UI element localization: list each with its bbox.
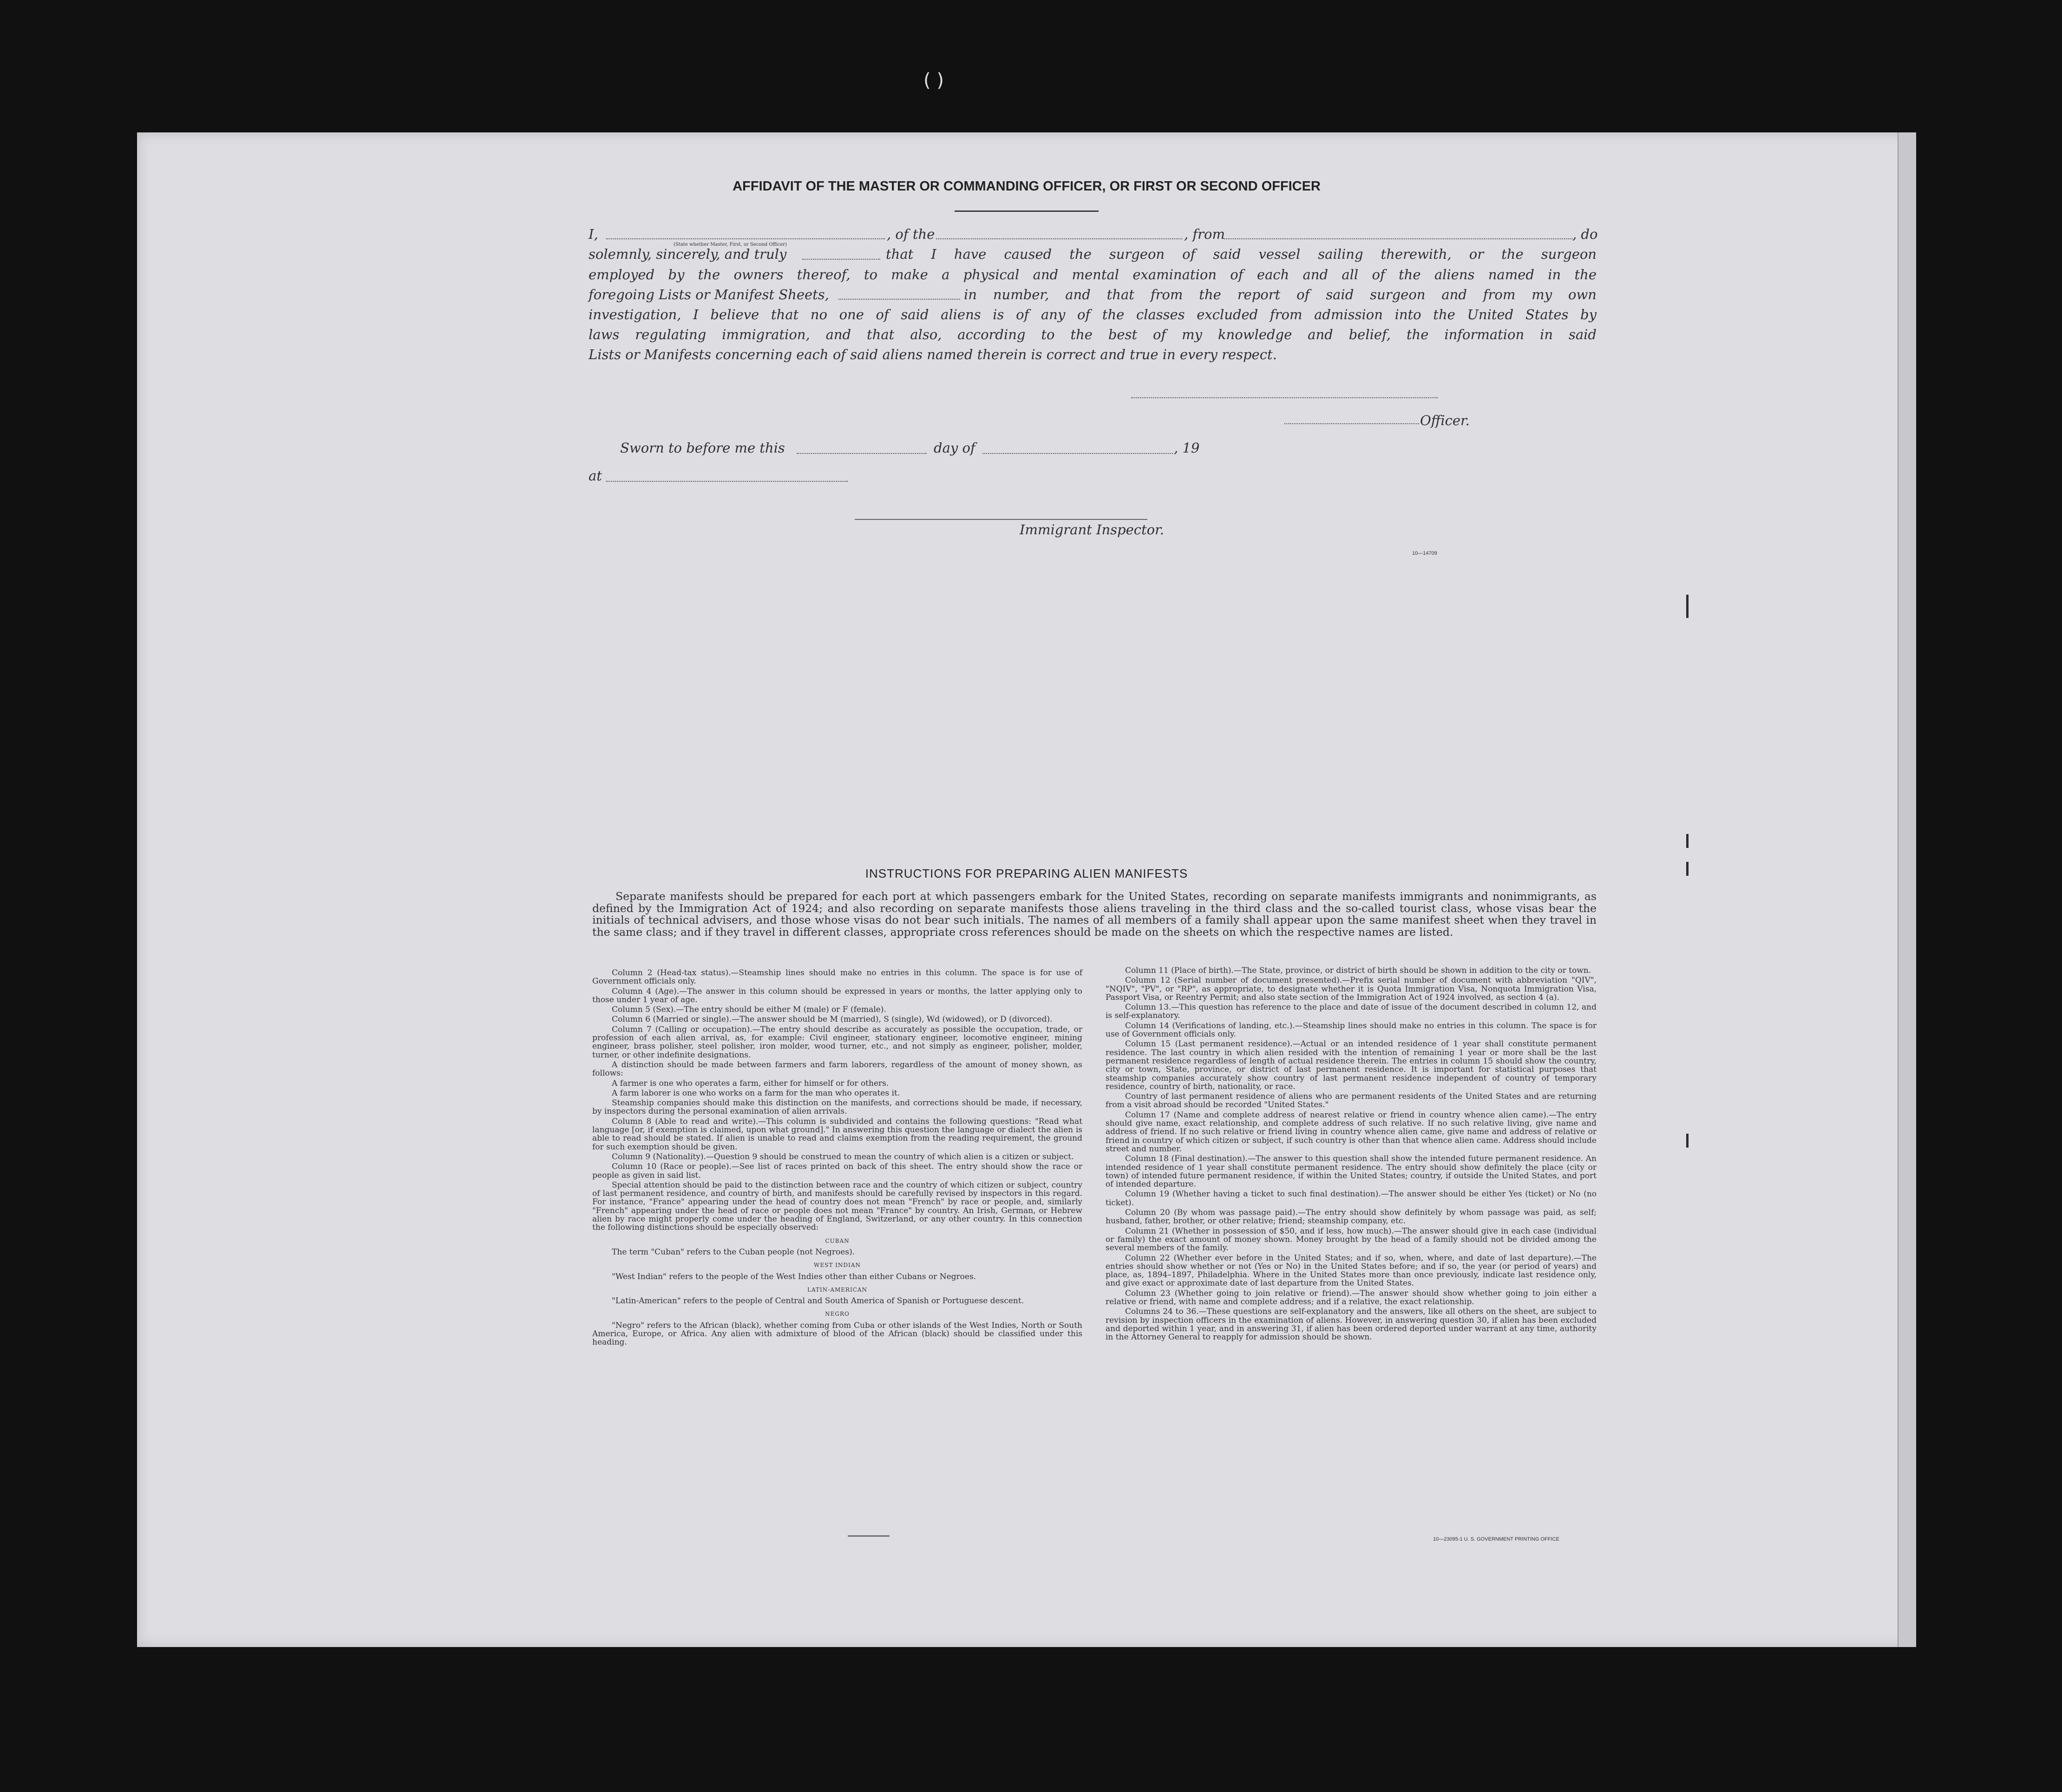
top-mark: ( ) [923,70,944,91]
instructions-left-column [592,969,1082,1348]
printer-mark: 10—23095-1 U. S. GOVERNMENT PRINTING OFFICE [1433,1536,1559,1542]
left-para: Column 6 (Married or single).—The answer should be M (married), S (single), Wd (widowed), or D (divorced). [612,1015,1053,1024]
left-para: Special attention should be paid to the distinction between race and the country of which citizen or subject, country of last permanent residence, and country of birth, and manifests should be carefully revised by inspectors in this regard. For instance, "France" appearing under the head of country does not mean "French" by race or people, and, similarly "French" appearing under the head of race or people does not mean "France" by country. An Irish, German, or Hebrew alien by race might properly come under the heading of England, Switzerland, or any other country. In this connection the following distinctions should be especially observed: [592,1180,1082,1233]
left-para: A farm laborer is one who works on a farm for the man who operates it. [612,1088,900,1098]
sheets-number-blank [838,299,960,300]
affidavit-line2a: solemnly, sincerely, and truly [589,246,787,262]
affidavit-title: AFFIDAVIT OF THE MASTER OR COMMANDING OFFICER, OR FIRST OR SECOND OFFICER [733,179,1321,194]
affidavit-line4a: foregoing Lists or Manifest Sheets, [589,287,829,302]
left-para: A distinction should be made between farmers and farm laborers, regardless of the amount of money shown, as follows: [592,1060,1082,1078]
affidavit-do: , do [1572,226,1598,242]
right-para: Column 21 (Whether in possession of $50, and if less, how much).—The answer should give in each case (individual or family) the exact amount of money shown. Money brought by the head of a family should not be divided among the several members of the family. [1106,1226,1597,1253]
right-para: Column 14 (Verifications of landing, etc.).—Steamship lines should make no entries in this column. The space is for use of Government officials only. [1106,1021,1597,1039]
left-para: A farmer is one who operates a farm, either for himself or for others. [612,1078,889,1088]
left-para: Column 8 (Able to read and write).—This column is subdivided and contains the following questions: "Read what language [or, if exemption is claimed, upon what ground]." In answering this question the language or dialect the alien is able to read should be stated. If alien is unable to read and claims exemption from the reading requirement, the ground for such exemption should be given. [592,1116,1082,1152]
affidavit-line4b: in number, and that from the report of said surgeon and from my own [964,287,1597,302]
affidavit-line5: investigation, I believe that no one of said aliens is of any of the classes excluded from admission into the United States by [589,307,1597,322]
sworn-day-blank [797,453,927,454]
right-para: Column 20 (By whom was passage paid).—The entry should show definitely by whom passage was paid, as self; husband, father, brother, or other relative; friend; steamship company, etc. [1106,1208,1597,1226]
affidavit-i: I, [589,226,598,242]
edge-mark [1686,1134,1689,1148]
right-para: Column 22 (Whether ever before in the United States; and if so, when, where, and date of last departure).—The entries should show whether or not (Yes or No) in the United States before; and if so, the year (or period of years) and place, as, 1894–1897, Philadelphia. Where in the United States more than once previously, indicate last residence only, and give exact or approximate date of last departure from the United States. [1106,1253,1597,1288]
officer-name-blank [606,238,885,239]
right-para: Column 13.—This question has reference to the place and date of issue of the document described in column 12, and is self-explanatory. [1106,1003,1597,1021]
right-para: Column 23 (Whether going to join relative or friend).—The answer should show whether going to join either a relative or friend, with name and complete address; and if a relative, the exact relationship. [1106,1288,1597,1306]
year-text: , 19 [1174,440,1200,456]
right-para: Column 15 (Last permanent residence).—Actual or an intended residence of 1 year shall constitute permanent residence. The last country in which alien resided with the intention of remaining 1 year or more shall be the last permanent residence regardless of length of actual residence therein. The entries in column 15 should show the country, city or town, State, province, or district of last permanent residence. It is important for statistical purposes that steamship companies accurately show country of last permanent residence independent of country of temporary residence, country of birth, nationality, or race. [1106,1039,1597,1091]
left-para: Column 10 (Race or people).—See list of races printed on back of this sheet. The entry should show the race or people as given in said list. [592,1162,1082,1180]
subhead-negro: NEGRO [825,1311,850,1318]
signature-line-2 [1284,423,1419,424]
sheet-edge [1898,132,1916,1647]
instructions-intro: Separate manifests should be prepared for each port at which passengers embark for the United States, recording on separate manifests immigrants and nonimmigrants, as defined by the Immigration Act of 1924; and also recording on separate manifests those aliens traveling in the third class and the so-called tourist class, whose visas bear the initials of technical advisers, and those whose visas do not bear such initials. The names of all members of a family shall appear upon the same manifest sheet when they travel in the same class; and if they travel in different classes, appropriate cross references should be made on the sheets on which the respective names are listed. [592,890,1597,939]
inspector-signature-line [855,519,1147,520]
subhead-latin-american: LATIN-AMERICAN [807,1286,868,1293]
edge-mark [1686,834,1689,848]
instructions-title: INSTRUCTIONS FOR PREPARING ALIEN MANIFESTS [865,866,1188,880]
edge-mark [1686,862,1689,876]
affidavit-line7: Lists or Manifests concerning each of said aliens named therein is correct and true in every respect. [589,347,1277,362]
affidavit-line6: laws regulating immigration, and that also, according to the best of my knowledge and belief, the information in said [589,327,1597,342]
officer-label: Officer. [1420,413,1470,428]
day-of-text: day of [934,440,975,456]
affidavit-line3: employed by the owners thereof, to make a physical and mental examination of each and all of the aliens named in the [589,267,1597,282]
inspector-label: Immigrant Inspector. [1020,522,1164,538]
subhead-west-indian: WEST INDIAN [814,1262,861,1269]
subhead-cuban: CUBAN [825,1237,850,1244]
signature-line-1 [1131,397,1438,398]
left-para: Column 5 (Sex).—The entry should be either M (male) or F (female). [612,1005,886,1015]
at-text: at [589,468,602,484]
sworn-month-blank [982,453,1173,454]
left-para: Column 7 (Calling or occupation).—The entry should describe as accurately as possible the occupation, trade, or profession of each alien arrival, as, for example: Civil engineer, stationary engineer, locomotive engineer, mining engineer, brass polisher, steel polisher, iron molder, wood turner, etc., and not simply as engineer, polisher, molder, turner, or other indefinite designations. [592,1024,1082,1060]
instructions-right-column [1106,966,1597,1343]
left-para: Steamship companies should make this distinction on the manifests, and corrections should be made, if necessary, by inspectors during the personal examination of alien arrivals. [592,1098,1082,1116]
edge-mark [1686,595,1689,618]
at-place-blank [606,481,848,482]
negro-text: "Negro" refers to the African (black), whether coming from Cuba or other islands of the West Indies, North or South America, Europe, or Africa. Any alien with admixture of blood of the African (black) should be classified under this heading. [592,1320,1082,1347]
manifest-sheet [137,132,1916,1647]
affidavit-of-the: , of the [887,226,935,242]
affidavit-line2b: that I have caused the surgeon of said vessel sailing therewith, or the surgeon [886,246,1597,262]
west-indian-text: "West Indian" refers to the people of the West Indies other than either Cubans or Negroes. [612,1272,976,1281]
right-para: Column 19 (Whether having a ticket to such final destination).—The answer should be either Yes (ticket) or No (no ticket). [1106,1189,1597,1208]
left-para: Column 2 (Head-tax status).—Steamship lines should make no entries in this column. The space is for use of Government officials only. [592,968,1082,986]
oath-blank [802,259,880,260]
latin-american-text: "Latin-American" refers to the people of Central and South America of Spanish or Portuguese descent. [612,1296,1024,1306]
left-para: Column 9 (Nationality).—Question 9 should be construed to mean the country of which alien is a citizen or subject. [612,1152,1074,1162]
cuban-text: The term "Cuban" refers to the Cuban people (not Negroes). [612,1247,855,1257]
right-para: Column 18 (Final destination).—The answer to this question shall show the intended future permanent residence. An intended residence of 1 year shall constitute permanent residence. The entry should show definitely the place (city or town) of intended future permanent residence, if within the United States; country, if outside the United States, and port of intended departure. [1106,1154,1597,1189]
affidavit-from: , from [1184,226,1225,242]
officer-note: (State whether Master, First, or Second Officer) [674,242,787,247]
title-rule [955,210,1099,212]
right-para: Column 12 (Serial number of document presented).—Prefix serial number of document with abbreviation "QIV", "NQIV", "PV", or "RP", as appropriate, to designate whether it is Quota Immigration Visa, Nonquota Immigration Visa, Passport Visa, or Reentry Permit; and also state section of the Immigration Act of 1924 involved, as section 4 (a). [1106,976,1597,1002]
vessel-blank [936,238,1182,239]
right-para: Columns 24 to 36.—These questions are self-explanatory and the answers, like all others on the sheet, are subject to revision by inspection officers in the examination of aliens. However, in answering question 30, if alien has been excluded and deported within 1 year, and in answering 31, if alien has been ordered deported under warrant at any time, authority in the Attorney General to reapply for admission should be shown. [1106,1307,1597,1342]
left-para: Column 4 (Age).—The answer in this column should be expressed in years or months, the latter applying only to those under 1 year of age. [592,986,1082,1004]
right-para: Column 17 (Name and complete address of nearest relative or friend in country whence alien came).—The entry should give name, exact relationship, and complete address of such relative. If no such relative living, give name and address of friend. If no such relative or friend living in country whence alien came, give name and address of relative or friend in country of which citizen or subject, if such country is other than that whence alien came. Address should include street and number. [1106,1110,1597,1154]
right-para: Country of last permanent residence of aliens who are permanent residents of the United States and are returning from a visit abroad should be recorded "United States." [1106,1092,1597,1110]
sworn-text: Sworn to before me this [620,440,785,456]
form-number: 10—14709 [1412,551,1437,556]
right-para: Column 11 (Place of birth).—The State, province, or district of birth should be shown in addition to the city or town. [1125,966,1591,975]
port-blank [1224,238,1572,239]
